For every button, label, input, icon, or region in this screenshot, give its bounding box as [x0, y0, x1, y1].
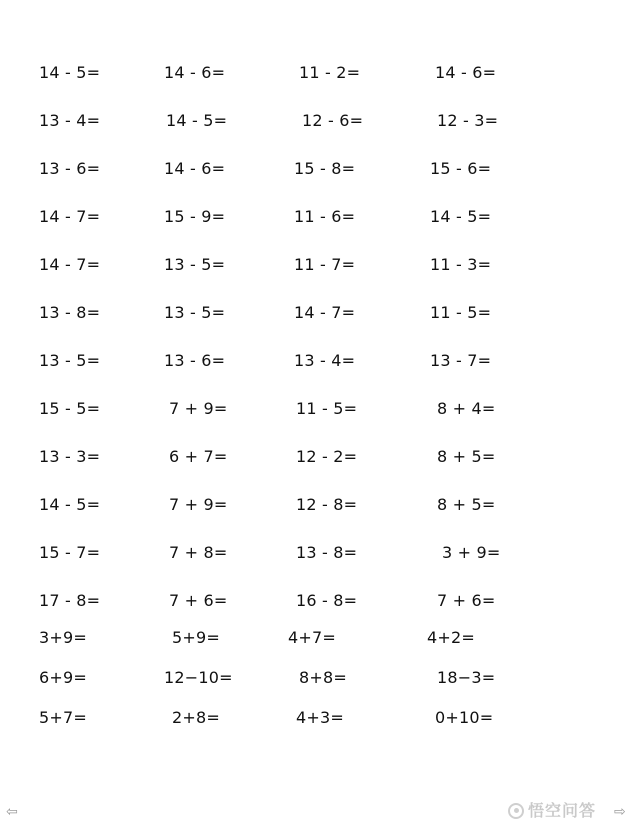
problem: 15 - 5=	[39, 399, 101, 418]
problem: 13 - 3=	[39, 447, 101, 466]
problem: 0+10=	[435, 708, 494, 727]
problem: 14 - 5=	[39, 63, 101, 82]
problem: 13 - 7=	[430, 351, 492, 370]
problem: 11 - 3=	[430, 255, 492, 274]
wukong-logo-icon	[508, 803, 524, 819]
problem: 13 - 5=	[164, 255, 226, 274]
problem: 8 + 5=	[437, 447, 496, 466]
problem: 13 - 6=	[164, 351, 226, 370]
problem: 14 - 7=	[39, 255, 101, 274]
problem: 13 - 5=	[164, 303, 226, 322]
problem-row	[0, 349, 638, 373]
problem: 8 + 4=	[437, 399, 496, 418]
problem: 11 - 7=	[294, 255, 356, 274]
problem: 7 + 6=	[169, 591, 228, 610]
problem: 14 - 5=	[166, 111, 228, 130]
problem: 3 + 9=	[442, 543, 501, 562]
problem-row	[0, 253, 638, 277]
problem: 8+8=	[299, 668, 347, 687]
problem: 14 - 5=	[39, 495, 101, 514]
problem: 12 - 6=	[302, 111, 364, 130]
problem: 7 + 8=	[169, 543, 228, 562]
problem: 4+2=	[427, 628, 475, 647]
problem-row	[0, 493, 638, 517]
problem: 15 - 8=	[294, 159, 356, 178]
problem-row	[0, 626, 638, 650]
problem: 15 - 9=	[164, 207, 226, 226]
problem: 11 - 6=	[294, 207, 356, 226]
problem-row	[0, 706, 638, 730]
next-page-arrow-icon[interactable]: ⇨	[614, 804, 626, 820]
problem: 16 - 8=	[296, 591, 358, 610]
problem-row	[0, 666, 638, 690]
problem: 8 + 5=	[437, 495, 496, 514]
problem: 2+8=	[172, 708, 220, 727]
problem: 17 - 8=	[39, 591, 101, 610]
problem-row	[0, 205, 638, 229]
problem: 11 - 5=	[430, 303, 492, 322]
problem: 12 - 3=	[437, 111, 499, 130]
problem: 6 + 7=	[169, 447, 228, 466]
problem: 14 - 6=	[164, 159, 226, 178]
problem: 13 - 4=	[39, 111, 101, 130]
problem: 7 + 9=	[169, 399, 228, 418]
problem: 14 - 5=	[430, 207, 492, 226]
problem: 7 + 6=	[437, 591, 496, 610]
problem: 4+3=	[296, 708, 344, 727]
problem: 15 - 6=	[430, 159, 492, 178]
problem: 13 - 4=	[294, 351, 356, 370]
problem-row	[0, 157, 638, 181]
problem: 15 - 7=	[39, 543, 101, 562]
problem: 11 - 5=	[296, 399, 358, 418]
previous-page-arrow-icon[interactable]: ⇦	[6, 804, 18, 820]
watermark-text: 悟空问答	[528, 801, 597, 820]
problem: 14 - 6=	[435, 63, 497, 82]
problem: 14 - 7=	[294, 303, 356, 322]
problem-row	[0, 109, 638, 133]
problem: 6+9=	[39, 668, 87, 687]
problem: 12 - 2=	[296, 447, 358, 466]
problem: 13 - 8=	[39, 303, 101, 322]
problem: 5+9=	[172, 628, 220, 647]
problem: 13 - 8=	[296, 543, 358, 562]
problem: 12−10=	[164, 668, 233, 687]
problem: 13 - 6=	[39, 159, 101, 178]
watermark	[508, 801, 596, 821]
problem: 13 - 5=	[39, 351, 101, 370]
problem-row	[0, 445, 638, 469]
problem: 18−3=	[437, 668, 496, 687]
problem: 7 + 9=	[169, 495, 228, 514]
problem: 14 - 7=	[39, 207, 101, 226]
problem-row	[0, 589, 638, 613]
problem-row	[0, 541, 638, 565]
problem-row	[0, 61, 638, 85]
problem-row	[0, 301, 638, 325]
problem: 5+7=	[39, 708, 87, 727]
problem-row	[0, 397, 638, 421]
problem: 4+7=	[288, 628, 336, 647]
problem: 12 - 8=	[296, 495, 358, 514]
problem: 11 - 2=	[299, 63, 361, 82]
problem: 3+9=	[39, 628, 87, 647]
problem: 14 - 6=	[164, 63, 226, 82]
